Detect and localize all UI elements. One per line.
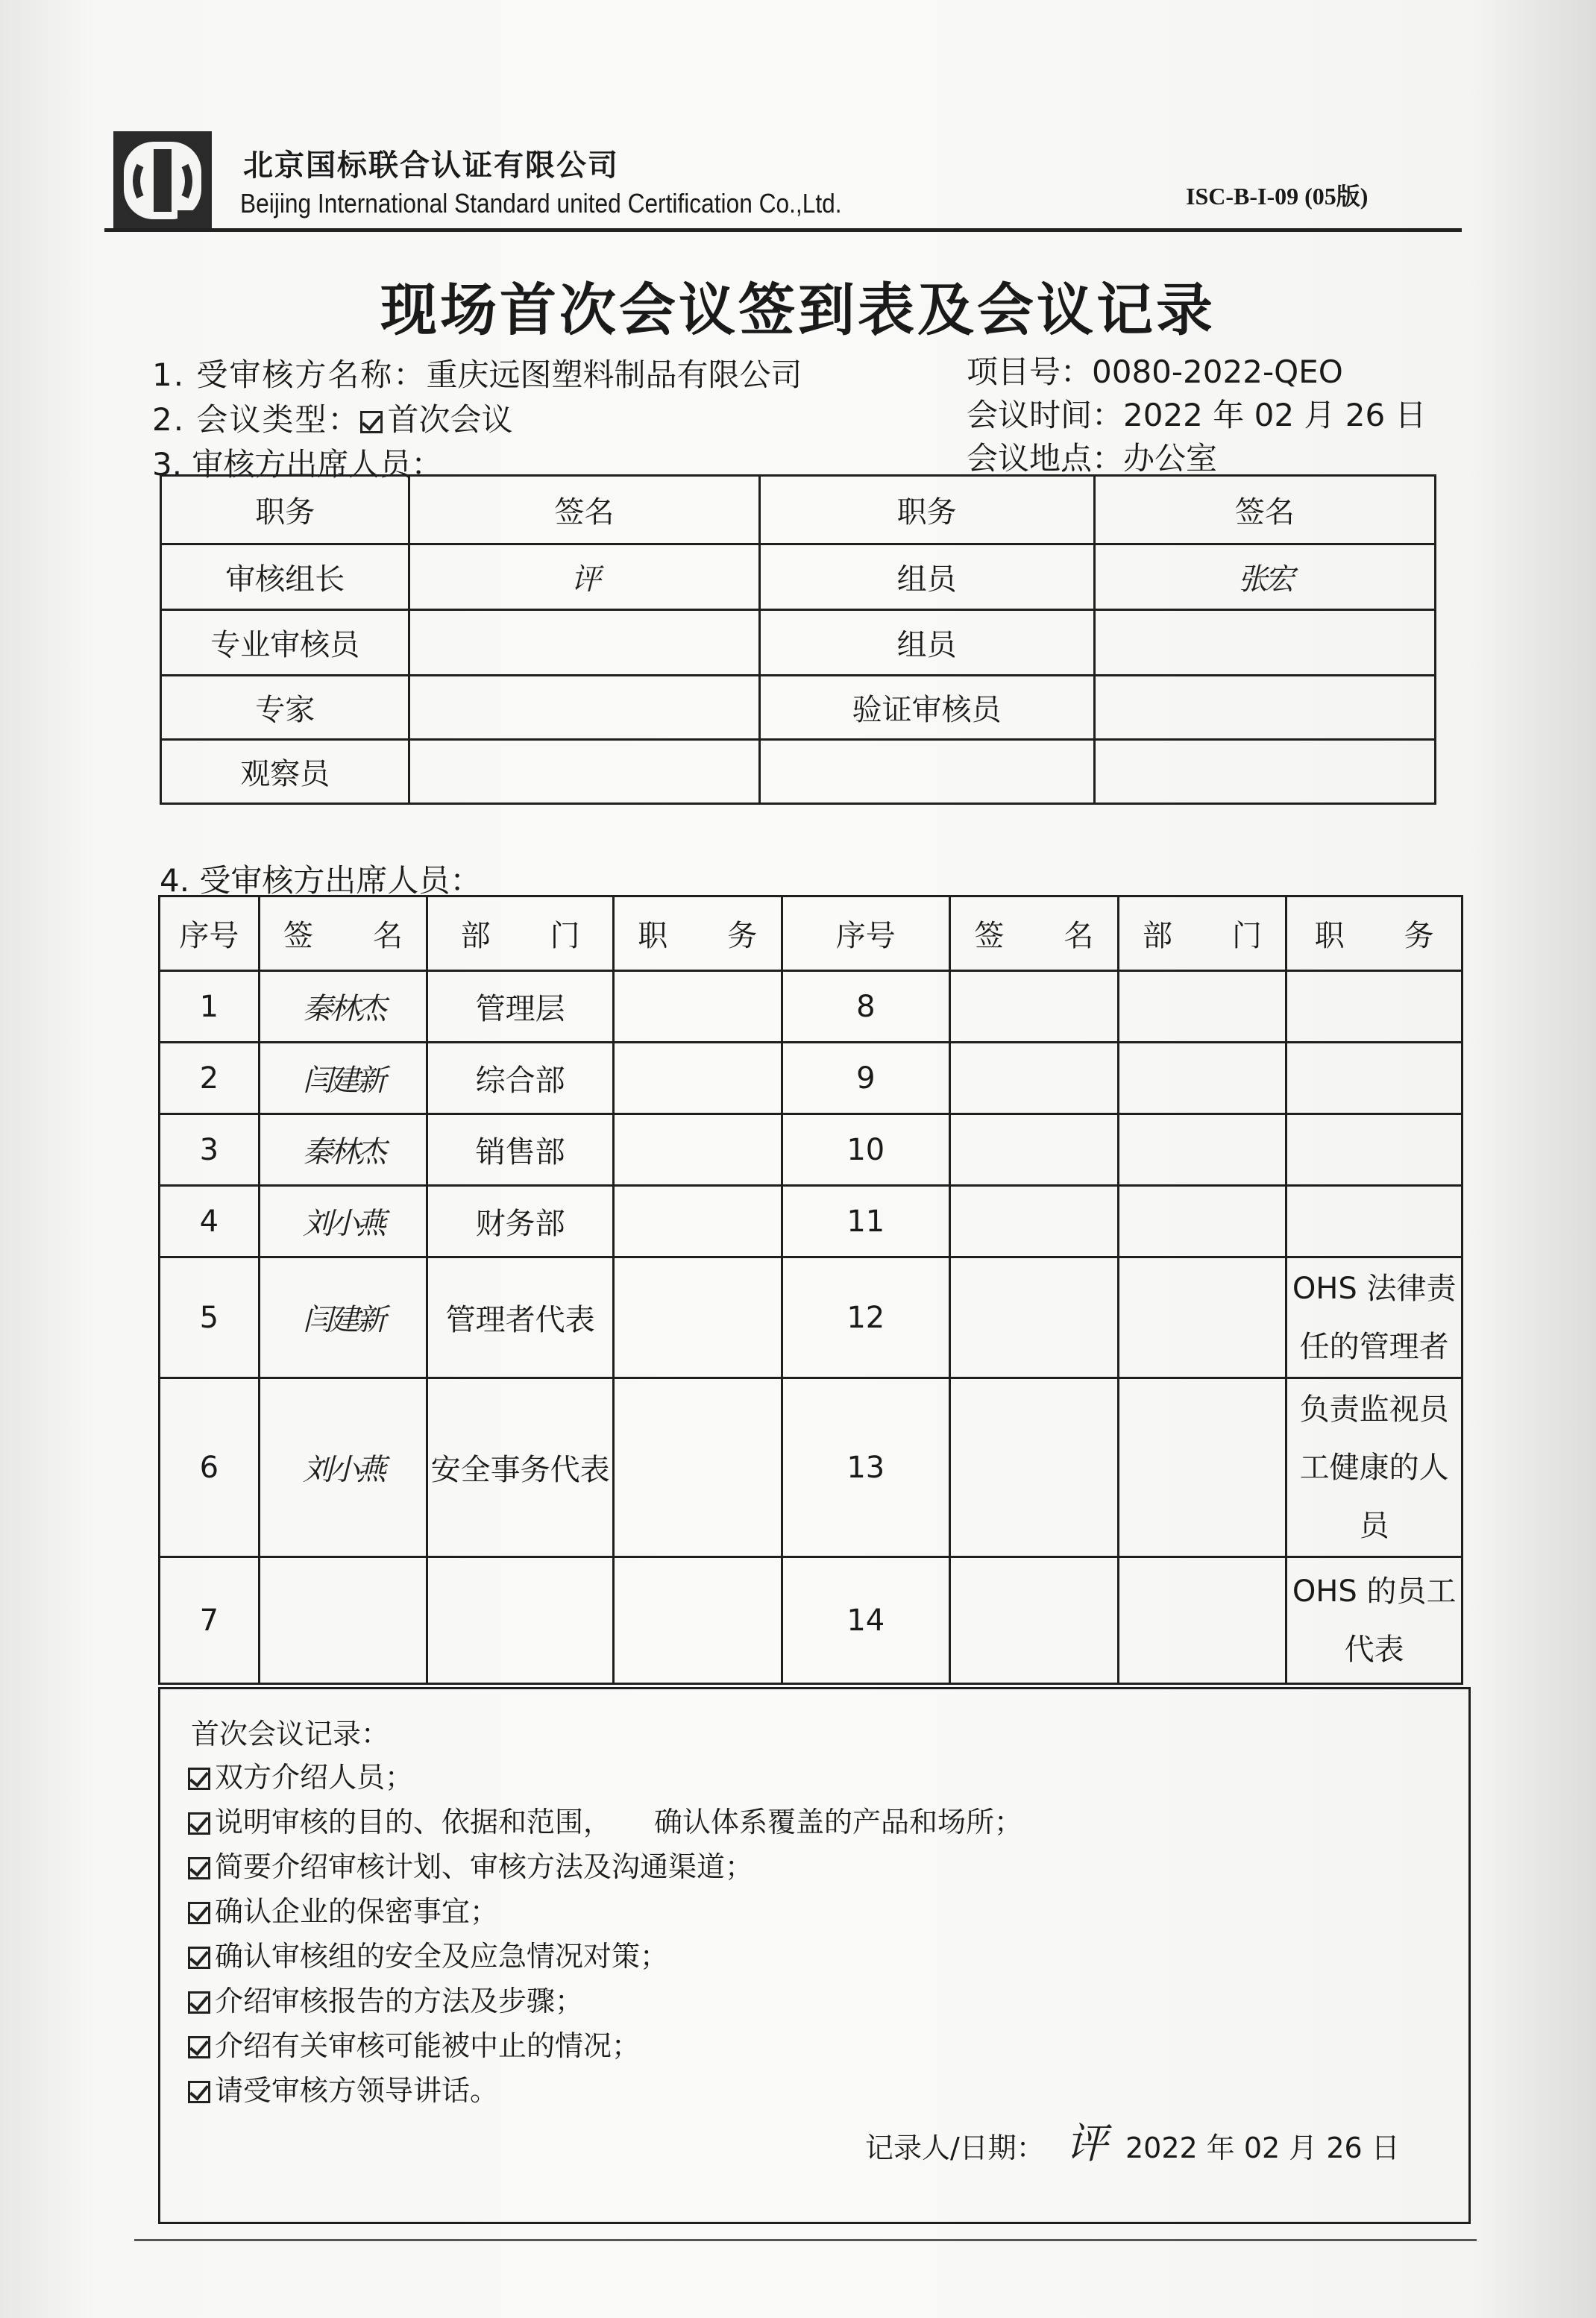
dept-cell [1118, 1378, 1286, 1557]
role-cell: 验证审核员 [759, 676, 1094, 740]
table-row [160, 1257, 1463, 1378]
checkbox-checked-icon [188, 2081, 210, 2103]
dept-cell: 安全事务代表 [427, 1378, 614, 1557]
record-item [188, 1978, 583, 2019]
dept-cell [427, 1557, 614, 1684]
dept-cell [1118, 1257, 1286, 1378]
record-item-text: 介绍有关审核可能被中止的情况； [215, 2029, 641, 2062]
dept-cell [1118, 1186, 1286, 1257]
signature-cell: 秦林杰 [259, 971, 427, 1043]
position-cell [613, 971, 782, 1043]
seq-cell: 6 [160, 1378, 260, 1557]
position-cell [1286, 1043, 1463, 1114]
company-name-en: Beijing International Standard united Certification Co.,Ltd. [240, 188, 842, 219]
auditee-attendance-table [158, 895, 1463, 1685]
signature-cell: 刘小燕 [259, 1186, 427, 1257]
form-code: ISC-B-I-09 (05版) [1186, 183, 1369, 210]
recorder-signature: 评 [1065, 2120, 1105, 2168]
company-name-cn: 北京国标联合认证有限公司 [243, 148, 619, 183]
auditee-table-header [160, 896, 1463, 971]
dept-cell [1118, 1043, 1286, 1114]
role-cell [759, 740, 1094, 804]
project-line [967, 348, 1343, 392]
record-item-text: 请受审核方领导讲话。 [215, 2074, 499, 2107]
project-value: 0080-2022-QEO [1092, 354, 1343, 390]
seq-cell: 5 [160, 1257, 260, 1378]
seq-cell: 2 [160, 1043, 260, 1114]
auditor-table-header [161, 476, 1436, 544]
signature-cell [259, 1557, 427, 1684]
table-row [160, 1114, 1463, 1186]
seq-cell: 10 [782, 1114, 949, 1186]
meeting-type-line [152, 395, 512, 440]
record-item-text: 确认企业的保密事宜； [215, 1895, 499, 1928]
table-row [161, 544, 1436, 610]
role-cell: 组员 [759, 544, 1094, 610]
dept-cell [1118, 1557, 1286, 1684]
table-row [160, 971, 1463, 1043]
header-cell: 签 名 [259, 896, 427, 971]
project-label: 项目号： [967, 354, 1093, 390]
signature-cell: 闫建新 [259, 1043, 427, 1114]
header-cell: 签名 [409, 476, 759, 544]
checkbox-checked-icon [188, 1768, 210, 1790]
meeting-record-title: 首次会议记录： [191, 1718, 390, 1750]
signature-cell: 秦林杰 [259, 1114, 427, 1186]
position-cell [1286, 1186, 1463, 1257]
signature-cell [950, 1114, 1119, 1186]
table-row [160, 1186, 1463, 1257]
recorder-label: 记录人/日期： [865, 2132, 1045, 2164]
signature-cell [950, 1043, 1119, 1114]
position-cell [613, 1114, 782, 1186]
dept-cell [1118, 971, 1286, 1043]
dept-cell: 销售部 [427, 1114, 614, 1186]
seq-cell: 13 [782, 1378, 949, 1557]
position-cell: OHS 法律责任的管理者 [1286, 1257, 1463, 1378]
meeting-place-line [967, 434, 1217, 479]
dept-cell: 财务部 [427, 1186, 614, 1257]
dept-cell: 管理者代表 [427, 1257, 614, 1378]
position-cell [613, 1186, 782, 1257]
seq-cell: 14 [782, 1557, 949, 1684]
position-cell: OHS 的员工代表 [1286, 1557, 1463, 1684]
signature-cell [1094, 610, 1435, 676]
checkbox-checked-icon [188, 1947, 210, 1969]
header-cell: 序号 [160, 896, 260, 971]
meeting-type-label: 2. 会议类型： [152, 401, 361, 438]
signature-cell: 评 [409, 544, 759, 610]
seq-cell: 1 [160, 971, 260, 1043]
table-row [160, 1043, 1463, 1114]
header-cell: 签名 [1094, 476, 1435, 544]
dept-cell: 管理层 [427, 971, 614, 1043]
position-cell [1286, 1114, 1463, 1186]
checkbox-checked-icon [188, 1812, 210, 1835]
checkbox-checked-icon [188, 1857, 210, 1879]
seq-cell: 11 [782, 1186, 949, 1257]
header-cell: 职务 [161, 476, 409, 544]
header-cell: 职 务 [613, 896, 782, 971]
record-item [188, 1933, 668, 1974]
page-title: 现场首次会议签到表及会议记录 [380, 277, 1216, 343]
auditee-label: 1. 受审核方名称： [152, 357, 427, 393]
record-item-text: 说明审核的目的、依据和范围， 确认体系覆盖的产品和场所； [215, 1806, 1023, 1838]
seq-cell: 9 [782, 1043, 949, 1114]
checkbox-checked-icon [188, 1991, 210, 2014]
position-cell [613, 1378, 782, 1557]
table-row [160, 1378, 1463, 1557]
record-item-text: 确认审核组的安全及应急情况对策； [215, 1940, 669, 1973]
seq-cell: 3 [160, 1114, 260, 1186]
record-item [188, 2023, 640, 2064]
dept-cell: 综合部 [427, 1043, 614, 1114]
header-cell: 签 名 [950, 896, 1119, 971]
signature-cell [950, 971, 1119, 1043]
auditee-name-line [152, 351, 802, 395]
signature-cell [950, 1257, 1119, 1378]
role-cell: 观察员 [161, 740, 409, 804]
meeting-time-line [967, 391, 1427, 436]
meeting-place-label: 会议地点： [967, 440, 1124, 477]
seq-cell: 4 [160, 1186, 260, 1257]
auditor-attendance-table [160, 474, 1436, 805]
auditee-value: 重庆远图塑料制品有限公司 [426, 357, 802, 393]
record-item-text: 双方介绍人员； [215, 1761, 414, 1794]
position-cell [1286, 971, 1463, 1043]
meeting-type-value: 首次会议 [387, 401, 513, 438]
signature-cell [1094, 740, 1435, 804]
signature-cell: 张宏 [1094, 544, 1435, 610]
role-cell: 组员 [759, 610, 1094, 676]
header-cell: 序号 [782, 896, 949, 971]
record-item [188, 1888, 498, 1929]
header-cell: 部 门 [427, 896, 614, 971]
signature-cell: 刘小燕 [259, 1378, 427, 1557]
position-cell [613, 1257, 782, 1378]
record-item [188, 2067, 498, 2108]
auditor-attendees-label: 3. 审核方出席人员： [152, 446, 443, 483]
signature-cell [409, 610, 759, 676]
header-cell: 部 门 [1118, 896, 1286, 971]
footer-divider [134, 2239, 1477, 2241]
record-item [188, 1844, 753, 1885]
record-item [188, 1754, 413, 1795]
signature-cell [950, 1557, 1119, 1684]
signature-cell [409, 676, 759, 740]
record-item-text: 简要介绍审核计划、审核方法及沟通渠道； [215, 1850, 754, 1883]
signature-cell [950, 1186, 1119, 1257]
meeting-place-value: 办公室 [1123, 440, 1218, 477]
signature-cell [409, 740, 759, 804]
seq-cell: 7 [160, 1557, 260, 1684]
table-row [160, 1557, 1463, 1684]
header-cell: 职 务 [1286, 896, 1463, 971]
table-row [161, 676, 1436, 740]
auditee-attendees-label: 4. 受审核方出席人员： [160, 862, 482, 899]
table-row [161, 610, 1436, 676]
meeting-time-value: 2022 年 02 月 26 日 [1123, 397, 1427, 433]
signature-cell: 闫建新 [259, 1257, 427, 1378]
position-cell [613, 1043, 782, 1114]
recorder-line [865, 2111, 1400, 2170]
position-cell: 负责监视员工健康的人员 [1286, 1378, 1463, 1557]
recorder-date: 2022 年 02 月 26 日 [1125, 2132, 1400, 2164]
position-cell [613, 1557, 782, 1684]
role-cell: 专业审核员 [161, 610, 409, 676]
role-cell: 审核组长 [161, 544, 409, 610]
table-row [161, 740, 1436, 804]
checkbox-checked-icon [360, 411, 383, 433]
meeting-time-label: 会议时间： [967, 397, 1124, 433]
company-logo-icon [110, 128, 215, 233]
seq-cell: 8 [782, 971, 949, 1043]
record-item [188, 1799, 1022, 1840]
seq-cell: 12 [782, 1257, 949, 1378]
checkbox-checked-icon [188, 1902, 210, 1924]
record-item-text: 介绍审核报告的方法及步骤； [215, 1985, 584, 2017]
header-divider [104, 228, 1462, 232]
header-cell: 职务 [759, 476, 1094, 544]
signature-cell [950, 1378, 1119, 1557]
signature-cell [1094, 676, 1435, 740]
role-cell: 专家 [161, 676, 409, 740]
checkbox-checked-icon [188, 2036, 210, 2058]
dept-cell [1118, 1114, 1286, 1186]
